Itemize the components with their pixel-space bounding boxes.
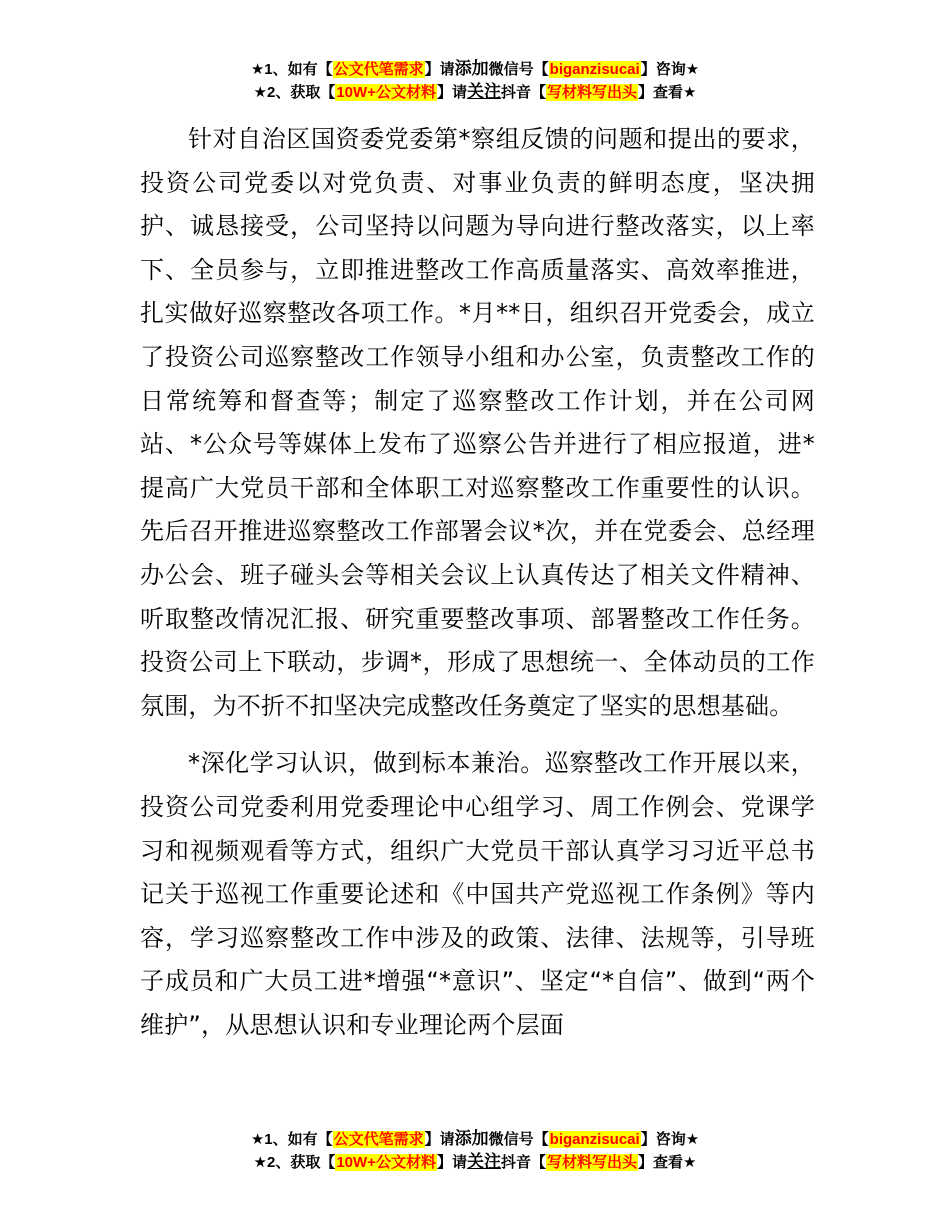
- banner-text: 】查看★: [638, 1154, 697, 1171]
- banner-line-1: [0, 1128, 950, 1151]
- banner-text: 】请: [424, 1131, 455, 1148]
- banner-text: ★1、如有【: [250, 61, 333, 78]
- banner-text: ★2、获取【: [253, 1154, 336, 1171]
- paragraph-1: 针对自治区国资委党委第*察组反馈的问题和提出的要求，投资公司党委以对党负责、对事业负责的鲜明态度，坚决拥护、诚恳接受，公司坚持以问题为导向进行整改落实，以上率下、全员参与，立即推进整改工作高质量落实、高效率推进，扎实做好巡察整改各项工作。*月**日，组织召开党委会，成立了投资公司巡察整改工作领导小组和办公室，负责整改工作的日常统筹和督查等；制定了巡察整改工作计划，并在公司网站、*公众号等媒体上发布了巡察公告并进行了相应报道，进*提高广大党员干部和全体职工对巡察整改工作重要性的认识。先后召开推进巡察整改工作部署会议*次，并在党委会、总经理办公会、班子碰头会等相关会议上认真传达了相关文件精神、听取整改情况汇报、研究重要整改事项、部署整改工作任务。投资公司上下联动，步调*，形成了思想统一、全体动员的工作氛围，为不折不扣坚决完成整改任务奠定了坚实的思想基础。: [140, 125, 815, 720]
- paragraph-2: *深化学习认识，做到标本兼治。巡察整改工作开展以来，投资公司党委利用党委理论中心组学习、周工作例会、党课学习和视频观看等方式，组织广大党员干部认真学习习近平总书记关于巡视工作重要论述和《中国共产党巡视工作条例》等内容，学习巡察整改工作中涉及的政策、法律、法规等，引导班子成员和广大员工进*增强“*意识”、坚定“*自信”、做到“两个维护”，从思想认识和专业理论两个层面: [140, 749, 815, 1039]
- highlight-douyin-id: 写材料写出头: [546, 1154, 637, 1171]
- banner-text: ★2、获取【: [253, 84, 336, 101]
- banner-text: 抖音【: [500, 1154, 546, 1171]
- banner-text: 微信号【: [488, 61, 549, 78]
- highlight-materials: 10W+公文材料: [336, 84, 436, 101]
- highlight-service: 公文代笔需求: [333, 1131, 424, 1148]
- highlight-service: 公文代笔需求: [333, 61, 424, 78]
- banner-emphasis: 关注: [466, 1152, 501, 1171]
- banner-line-2: [0, 1151, 950, 1174]
- header-banner: [0, 58, 950, 104]
- banner-emphasis: 关注: [466, 82, 501, 101]
- banner-text: 】请: [436, 1154, 467, 1171]
- banner-text: 】请: [436, 84, 467, 101]
- banner-line-1: [0, 58, 950, 81]
- banner-text: 】请: [424, 61, 455, 78]
- banner-text: 微信号【: [488, 1131, 549, 1148]
- highlight-wechat-id: biganzisucai: [549, 1131, 640, 1148]
- banner-text: ★1、如有【: [250, 1131, 333, 1148]
- banner-text: 】咨询★: [640, 61, 700, 78]
- highlight-douyin-id: 写材料写出头: [546, 84, 637, 101]
- banner-line-2: [0, 81, 950, 104]
- banner-text: 】查看★: [638, 84, 697, 101]
- banner-text: 抖音【: [500, 84, 546, 101]
- highlight-wechat-id: biganzisucai: [549, 61, 640, 78]
- footer-banner: [0, 1128, 950, 1174]
- banner-text: 】咨询★: [640, 1131, 700, 1148]
- highlight-materials: 10W+公文材料: [336, 1154, 436, 1171]
- banner-emphasis: 添加: [454, 1129, 489, 1148]
- banner-emphasis: 添加: [454, 59, 489, 78]
- document-body: [140, 118, 815, 1047]
